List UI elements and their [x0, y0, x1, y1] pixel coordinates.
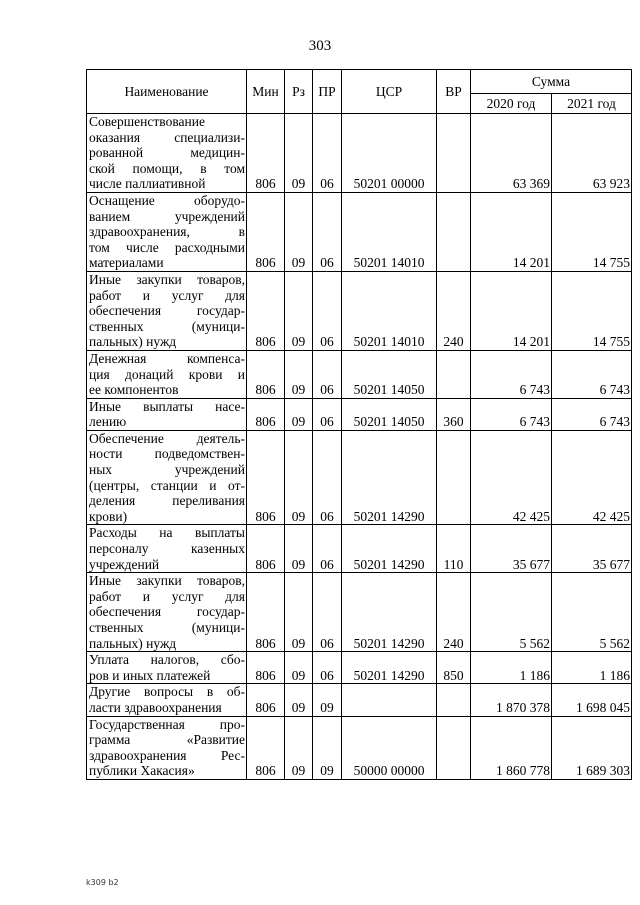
- row-name: [87, 114, 247, 193]
- row-name-line: Совершенствование: [89, 114, 205, 129]
- header-pr: ПР: [313, 70, 342, 114]
- row-name-line: Иные закупки товаров,: [89, 271, 245, 287]
- row-amount-2020: 5 562: [471, 573, 552, 652]
- header-sum: Сумма: [471, 70, 632, 94]
- row-csr: 50201 14290: [342, 430, 437, 525]
- row-amount-2021: 1 186: [552, 652, 632, 684]
- row-min: 806: [247, 684, 285, 716]
- row-name: [87, 573, 247, 652]
- row-name: [87, 525, 247, 573]
- row-min: 806: [247, 114, 285, 193]
- row-rz: 09: [285, 525, 313, 573]
- table-row: [87, 350, 632, 398]
- row-amount-2020: 35 677: [471, 525, 552, 573]
- header-vr: ВР: [437, 70, 471, 114]
- table-row: [87, 573, 632, 652]
- row-amount-2021: 1 698 045: [552, 684, 632, 716]
- row-name-line: здравоохранения, в: [89, 224, 245, 240]
- row-pr: 09: [313, 684, 342, 716]
- row-name-line: (центры, станции и от-: [89, 477, 245, 493]
- row-rz: 09: [285, 430, 313, 525]
- row-name-line: крови): [89, 508, 128, 524]
- row-name-line: Оснащение оборудо-: [89, 192, 245, 208]
- row-name-line: Иные закупки товаров,: [89, 573, 245, 589]
- table-row: [87, 525, 632, 573]
- row-name-line: работ и услуг для: [89, 588, 245, 604]
- row-amount-2020: 14 201: [471, 271, 552, 350]
- row-min: 806: [247, 271, 285, 350]
- row-amount-2021: 6 743: [552, 350, 632, 398]
- row-min: 806: [247, 652, 285, 684]
- footer-code: k309 b2: [86, 878, 119, 887]
- row-name-line: публики Хакасия»: [89, 763, 195, 779]
- row-name-line: работ и услуг для: [89, 287, 245, 303]
- row-csr: [342, 684, 437, 716]
- row-name: [87, 271, 247, 350]
- row-name-line: обеспечения государ-: [89, 604, 245, 620]
- row-vr: 850: [437, 652, 471, 684]
- row-csr: 50201 14010: [342, 271, 437, 350]
- table-row: [87, 114, 632, 193]
- row-name-line: персоналу казенных: [89, 541, 245, 557]
- row-name-line: ных учреждений: [89, 462, 245, 478]
- header-year-2020: 2020 год: [471, 94, 552, 114]
- row-csr: 50201 14050: [342, 350, 437, 398]
- budget-table: [86, 69, 632, 780]
- row-amount-2020: 6 743: [471, 350, 552, 398]
- row-amount-2021: 35 677: [552, 525, 632, 573]
- row-name-line: учреждений: [89, 556, 160, 572]
- row-name-line: Уплата налогов, сбо-: [89, 652, 245, 668]
- page-number: 303: [308, 38, 332, 54]
- header-name: Наименование: [87, 70, 247, 114]
- row-amount-2021: 42 425: [552, 430, 632, 525]
- row-name-line: обеспечения государ-: [89, 303, 245, 319]
- header-rz: Рз: [285, 70, 313, 114]
- row-amount-2021: 6 743: [552, 398, 632, 430]
- row-name-line: числе паллиативной: [89, 176, 206, 192]
- table-row: [87, 192, 632, 271]
- row-rz: 09: [285, 271, 313, 350]
- row-min: 806: [247, 716, 285, 779]
- row-name-line: том числе расходными: [89, 239, 245, 255]
- row-min: 806: [247, 350, 285, 398]
- row-pr: 06: [313, 350, 342, 398]
- row-pr: 06: [313, 525, 342, 573]
- row-name-line: пальных) нужд: [89, 334, 177, 350]
- row-name-line: ее компонентов: [89, 382, 179, 398]
- row-pr: 06: [313, 573, 342, 652]
- row-rz: 09: [285, 398, 313, 430]
- table-row: [87, 430, 632, 525]
- row-rz: 09: [285, 684, 313, 716]
- table-row: [87, 271, 632, 350]
- row-name: [87, 398, 247, 430]
- row-amount-2020: 14 201: [471, 192, 552, 271]
- row-name-line: ственных (муници-: [89, 620, 245, 635]
- row-vr: [437, 114, 471, 193]
- row-amount-2021: 5 562: [552, 573, 632, 652]
- row-amount-2021: 14 755: [552, 192, 632, 271]
- row-name-line: грамма «Развитие: [89, 732, 245, 748]
- row-pr: 06: [313, 192, 342, 271]
- row-name-line: ция донаций крови и: [89, 366, 245, 382]
- row-vr: [437, 192, 471, 271]
- row-csr: 50201 00000: [342, 114, 437, 193]
- row-name-line: ласти здравоохранения: [89, 699, 222, 715]
- row-rz: 09: [285, 114, 313, 193]
- row-vr: 240: [437, 573, 471, 652]
- row-name-line: рованной медицин-: [89, 145, 245, 161]
- row-vr: [437, 684, 471, 716]
- row-pr: 06: [313, 271, 342, 350]
- row-name-line: здравоохранения Рес-: [89, 747, 245, 763]
- row-rz: 09: [285, 573, 313, 652]
- row-pr: 06: [313, 398, 342, 430]
- row-name-line: деления переливания: [89, 493, 245, 509]
- header-csr: ЦСР: [342, 70, 437, 114]
- row-csr: 50201 14290: [342, 652, 437, 684]
- row-rz: 09: [285, 652, 313, 684]
- row-name: [87, 684, 247, 716]
- row-amount-2021: 14 755: [552, 271, 632, 350]
- row-name-line: Денежная компенса-: [89, 350, 245, 366]
- row-name-line: Государственная про-: [89, 716, 245, 732]
- row-amount-2021: 1 689 303: [552, 716, 632, 779]
- table-body: [87, 114, 632, 780]
- row-pr: 06: [313, 652, 342, 684]
- row-min: 806: [247, 192, 285, 271]
- table-row: [87, 716, 632, 779]
- row-pr: 09: [313, 716, 342, 779]
- row-name-line: лению: [89, 414, 127, 430]
- row-csr: 50000 00000: [342, 716, 437, 779]
- row-name-line: ности подведомствен-: [89, 446, 245, 462]
- row-name-line: Иные выплаты насе-: [89, 398, 245, 414]
- row-amount-2020: 1 860 778: [471, 716, 552, 779]
- row-vr: [437, 350, 471, 398]
- row-rz: 09: [285, 716, 313, 779]
- row-vr: [437, 716, 471, 779]
- row-min: 806: [247, 525, 285, 573]
- table-row: [87, 398, 632, 430]
- row-csr: 50201 14010: [342, 192, 437, 271]
- row-vr: 240: [437, 271, 471, 350]
- row-name-line: Расходы на выплаты: [89, 525, 245, 541]
- row-min: 806: [247, 430, 285, 525]
- row-pr: 06: [313, 430, 342, 525]
- row-name-line: ванием учреждений: [89, 208, 245, 224]
- row-name-line: ственных (муници-: [89, 318, 245, 334]
- row-min: 806: [247, 573, 285, 652]
- row-vr: [437, 430, 471, 525]
- row-name: [87, 350, 247, 398]
- row-name-line: пальных) нужд: [89, 635, 177, 651]
- row-name: [87, 652, 247, 684]
- row-vr: 360: [437, 398, 471, 430]
- row-name-line: Обеспечение деятель-: [89, 430, 245, 446]
- row-min: 806: [247, 398, 285, 430]
- row-amount-2021: 63 923: [552, 114, 632, 193]
- table-row: [87, 684, 632, 716]
- row-amount-2020: 63 369: [471, 114, 552, 193]
- row-name-line: Другие вопросы в об-: [89, 684, 245, 700]
- row-rz: 09: [285, 350, 313, 398]
- row-rz: 09: [285, 192, 313, 271]
- row-amount-2020: 42 425: [471, 430, 552, 525]
- row-pr: 06: [313, 114, 342, 193]
- row-csr: 50201 14290: [342, 573, 437, 652]
- row-name: [87, 430, 247, 525]
- header-year-2021: 2021 год: [552, 94, 632, 114]
- row-vr: 110: [437, 525, 471, 573]
- row-amount-2020: 1 186: [471, 652, 552, 684]
- row-amount-2020: 1 870 378: [471, 684, 552, 716]
- header-min: Мин: [247, 70, 285, 114]
- row-csr: 50201 14290: [342, 525, 437, 573]
- row-name-line: ров и иных платежей: [89, 667, 211, 683]
- row-amount-2020: 6 743: [471, 398, 552, 430]
- row-csr: 50201 14050: [342, 398, 437, 430]
- table-row: [87, 652, 632, 684]
- row-name: [87, 716, 247, 779]
- row-name: [87, 192, 247, 271]
- row-name-line: ской помощи, в том: [89, 160, 245, 176]
- row-name-line: материалами: [89, 255, 164, 271]
- row-name-line: оказания специализи-: [89, 129, 245, 145]
